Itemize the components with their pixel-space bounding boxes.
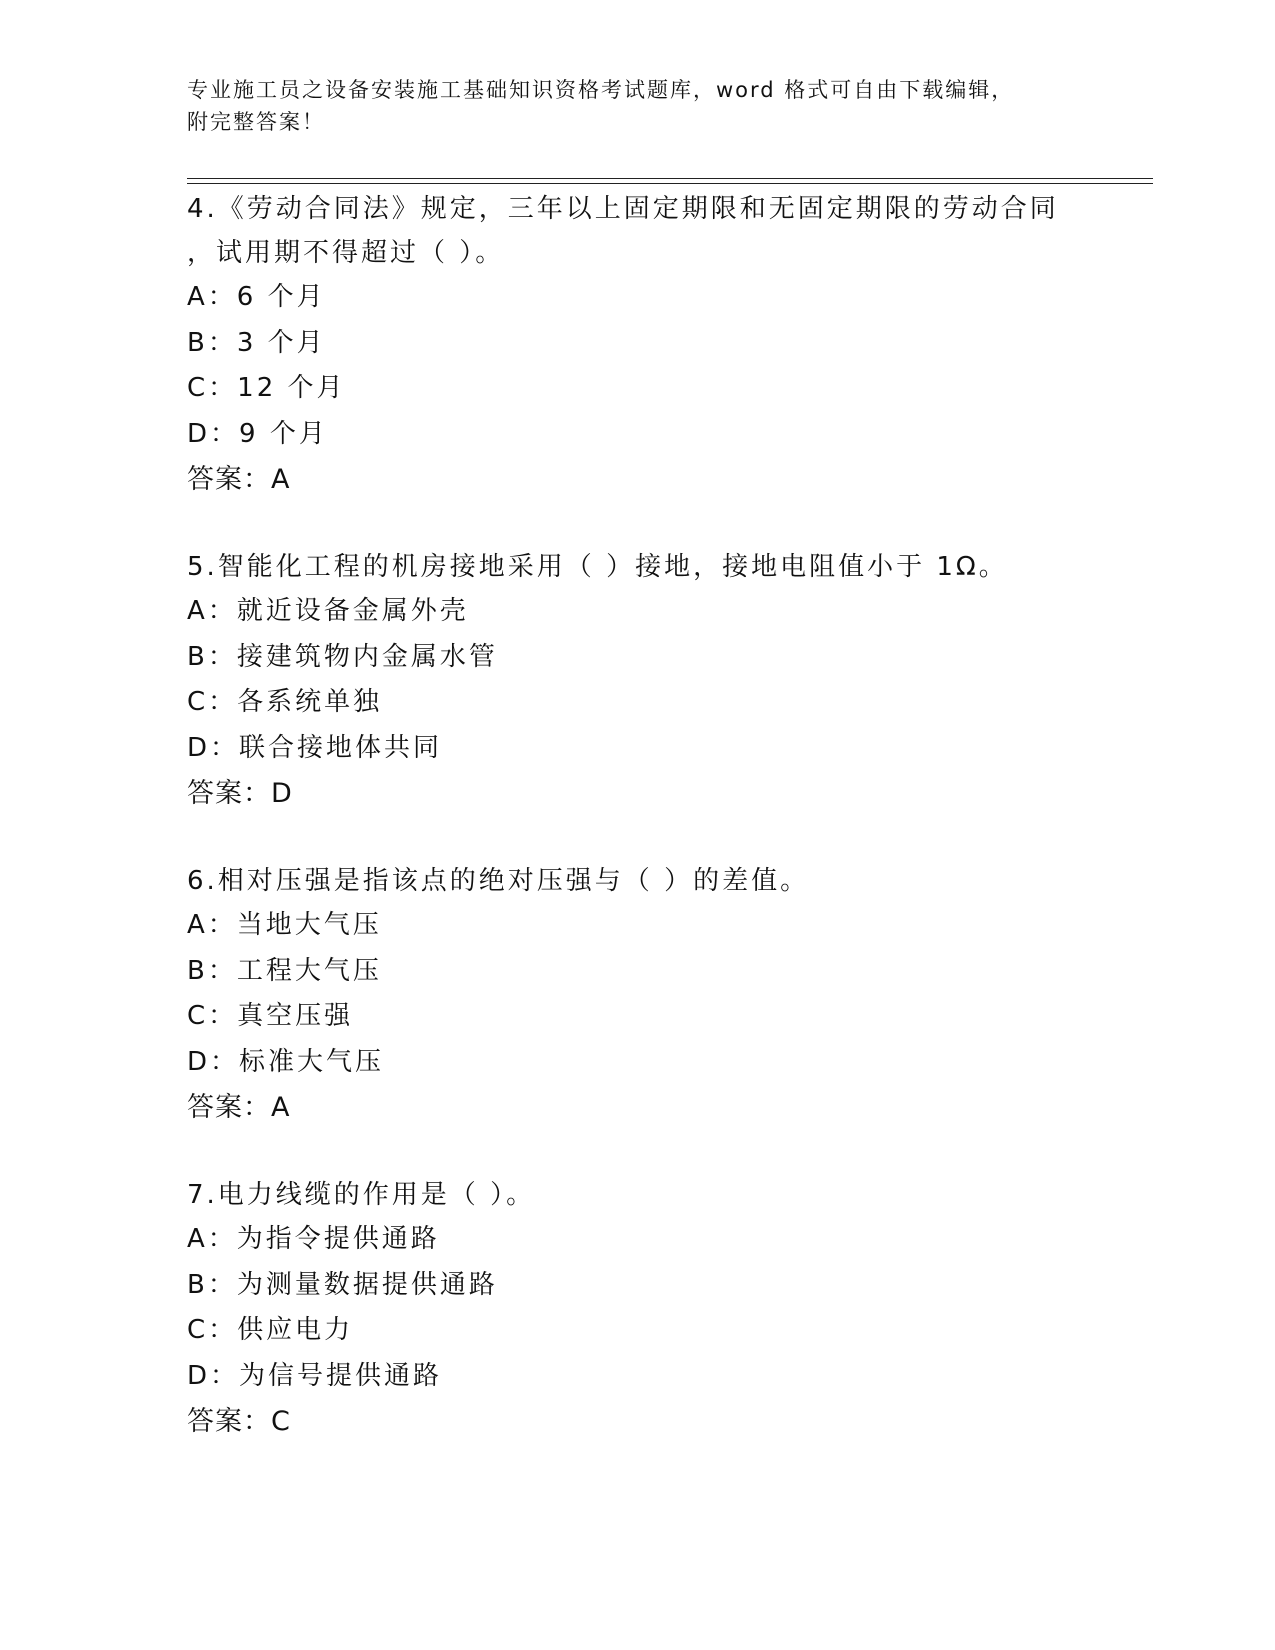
question-stem-line-1: 5.智能化工程的机房接地采用（ ）接地，接地电阻值小于 1Ω。 xyxy=(187,552,1008,582)
header-divider-top xyxy=(187,178,1153,179)
answer: 答案：A xyxy=(187,464,291,495)
question-4 xyxy=(187,187,1087,503)
option-a: A：当地大气压 xyxy=(187,910,382,940)
option-a: A：就近设备金属外壳 xyxy=(187,596,469,626)
option-d: D：为信号提供通路 xyxy=(187,1360,443,1391)
question-stem-line-1: 4.《劳动合同法》规定，三年以上固定期限和无固定期限的劳动合同 xyxy=(187,194,1059,224)
answer: 答案：D xyxy=(187,778,293,809)
option-c: C：真空压强 xyxy=(187,1001,354,1031)
question-stem-line-1: 6.相对压强是指该点的绝对压强与（ ）的差值。 xyxy=(187,866,810,896)
option-d: D：标准大气压 xyxy=(187,1046,385,1077)
question-7 xyxy=(187,1173,1087,1445)
option-d: D：9 个月 xyxy=(187,418,328,449)
option-b: B：工程大气压 xyxy=(187,955,382,986)
option-b: B：为测量数据提供通路 xyxy=(187,1269,498,1300)
question-stem-line-1: 7.电力线缆的作用是（ ）。 xyxy=(187,1180,536,1210)
question-6 xyxy=(187,859,1087,1131)
answer: 答案：A xyxy=(187,1092,291,1123)
option-c: C：供应电力 xyxy=(187,1315,354,1345)
header-line-1: 专业施工员之设备安装施工基础知识资格考试题库，word 格式可自由下载编辑， xyxy=(187,78,1015,102)
option-d: D：联合接地体共同 xyxy=(187,732,443,763)
answer: 答案：C xyxy=(187,1406,291,1437)
option-c: C：各系统单独 xyxy=(187,687,383,717)
option-a: A：为指令提供通路 xyxy=(187,1224,440,1254)
option-b: B：接建筑物内金属水管 xyxy=(187,641,498,672)
header-line-2: 附完整答案！ xyxy=(187,110,325,134)
question-5 xyxy=(187,545,1087,817)
option-b: B：3 个月 xyxy=(187,327,326,358)
question-stem-line-2: ，试用期不得超过（ ）。 xyxy=(187,238,505,268)
document-header xyxy=(187,74,1087,138)
header-divider-bottom xyxy=(187,183,1153,184)
option-a: A：6 个月 xyxy=(187,282,326,312)
option-c: C：12 个月 xyxy=(187,373,346,403)
